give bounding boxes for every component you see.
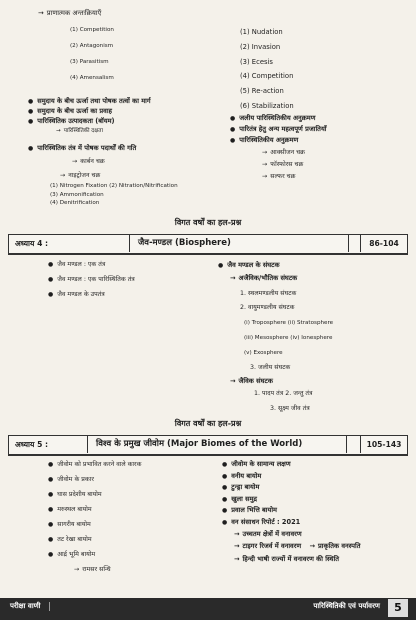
- interaction-item: (2) Antagonism: [70, 43, 114, 49]
- list-item: ● टुन्ड्रा बायोम: [222, 483, 300, 495]
- list-item: (5) Re-action: [240, 87, 284, 96]
- chapter-title: विश्व के प्रमुख जीवोम (Major Biomes of the World): [87, 435, 347, 453]
- interaction-item: (3) Parasitism: [70, 59, 109, 65]
- ramsar-sub: → रामसर सन्धि: [74, 566, 111, 574]
- list-item: ● पारिस्थितिकीय अनुक्रमण: [230, 136, 326, 147]
- list-item: (1) Nitrogen Fixation (2) Nitration/Nitrification: [50, 183, 178, 189]
- biotic-item: 1. पादप तंत्र 2. जन्तु तंत्र: [254, 390, 313, 397]
- forest-sub-row: [234, 542, 360, 551]
- forest-sub: → उच्चतम क्षेत्रों में वनावरण: [234, 530, 302, 539]
- forest-sub: → प्राकृतिक वनस्पति: [309, 542, 360, 550]
- list-item: ● जीवोम के प्रकार: [48, 476, 141, 491]
- chapter-label: अध्याय 4 :: [15, 239, 49, 248]
- list-item: ● वनीय बायोम: [222, 472, 300, 484]
- list-item: ● पारिस्थितिक उत्पादकता (बॉयम): [28, 117, 151, 127]
- list-item: ● आर्द्र भूमि बायोम: [48, 551, 141, 566]
- biotic-item: 3. सूक्ष्म जीव तंत्र: [270, 405, 310, 412]
- chapter-pages: 105-143: [360, 435, 407, 453]
- list-item: ● जीवोम को प्रभावित करने वाले कारक: [48, 461, 141, 476]
- biosphere-components: ● जैव मण्डल के संघटक: [218, 261, 280, 271]
- list-item: → फॉस्फोरस चक्र: [262, 161, 305, 173]
- list-item: (3) Ecesis: [240, 57, 273, 66]
- list-item: ● खुला समुद्र: [222, 495, 300, 507]
- interaction-item: (1) Competition: [70, 27, 114, 33]
- list-item: (4) Competition: [240, 72, 294, 81]
- chapter-label: अध्याय 5 :: [15, 440, 49, 449]
- list-item: ● जैव मण्डल : एक तंत्र: [48, 261, 135, 276]
- list-item: (3) Ammonification: [50, 191, 104, 198]
- section-heading: विगत वर्षों का हल-प्रश्न: [174, 419, 242, 428]
- list-item: ● घास प्रदेशीय बायोम: [48, 491, 141, 506]
- list-item: ● पारितंत्र हेतु अन्य महत्वपूर्ण प्रजातियाँ: [230, 125, 326, 136]
- interaction-types-header: → प्राणात्मक अन्तःक्रियाएँ: [38, 9, 101, 18]
- page-number: 5: [388, 599, 408, 617]
- abiotic-components: → अजैविक/भौतिक संघटक: [230, 274, 297, 283]
- element-cycles: [262, 149, 305, 185]
- list-item: ● तट रेखा बायोम: [48, 536, 141, 551]
- list-item: (4) Denitrification: [50, 200, 100, 206]
- list-item: (2) Invasion: [240, 42, 281, 51]
- page-footer: [0, 598, 416, 620]
- publisher-name: परीक्षा वाणी: [10, 602, 50, 611]
- top-right-bullets: [230, 114, 326, 147]
- chapter-5-bar: [8, 435, 408, 456]
- book-title: पारिस्थितिकी एवं पर्यावरण: [313, 602, 380, 610]
- carbon-cycle: → कार्बन चक्र: [72, 158, 105, 166]
- list-item: ● वन संसाधन रिपोर्ट : 2021: [222, 518, 300, 530]
- list-item: ● सागरीय बायोम: [48, 521, 141, 536]
- chapter-title: जैव-मण्डल (Biosphere): [129, 234, 349, 252]
- hydrosphere: 3. जलीय संघटक: [250, 364, 291, 371]
- list-item: (iii) Mesosphere (iv) Ionesphere: [244, 335, 333, 341]
- atmosphere: 2. वायुमण्डलीय संघटक: [240, 304, 295, 311]
- list-item: (i) Troposphere (ii) Stratosphere: [244, 320, 334, 326]
- list-item: ● समुदाय के बीच ऊर्जा तथा पोषक तत्वों का मार्ग: [28, 97, 151, 107]
- chapter-4-bar: [8, 234, 408, 255]
- interaction-list: [70, 27, 114, 91]
- nutrient-bullet: ● पारिस्थितिक तंत्र में पोषक पदार्थों की गति: [28, 144, 136, 154]
- nitrogen-list: [50, 183, 178, 209]
- succession-stages: [240, 28, 294, 117]
- atmosphere-layers: [244, 320, 333, 365]
- section-heading: विगत वर्षों का हल-प्रश्न: [174, 218, 242, 227]
- chapter-pages: 86-104: [360, 234, 407, 252]
- list-item: → आक्सीजन चक्र: [262, 149, 305, 161]
- lithosphere: 1. स्थलमण्डलीय संघटक: [240, 290, 297, 297]
- list-item: ● प्रवाल भित्ति बायोम: [222, 506, 300, 518]
- biotic-components: → जैविक संघटक: [230, 377, 273, 386]
- nitrogen-cycle: → नाइट्रोजन चक्र: [60, 172, 100, 180]
- chapter4-left-bullets: [48, 261, 135, 306]
- top-left-bullets: [28, 97, 151, 127]
- list-item: ● मरुस्थल बायोम: [48, 506, 141, 521]
- list-item: (6) Stabilization: [240, 101, 294, 110]
- list-item: (1) Nudation: [240, 28, 283, 36]
- list-item: ● जैव मण्डल के उपतंत्र: [48, 291, 135, 306]
- chapter5-left-bullets: [48, 461, 141, 566]
- list-item: (v) Exosphere: [244, 350, 283, 356]
- list-item: ● जैव मण्डल : एक पारिस्थितिक तंत्र: [48, 276, 135, 291]
- list-item: → सल्फर चक्र: [262, 173, 305, 185]
- forest-sub: → हिन्दी भाषी राज्यों में वनावरण की स्थिति: [234, 555, 339, 564]
- chapter5-right-bullets: [222, 460, 300, 529]
- list-item: ● जलीय पारिस्थितिकीय अनुक्रमण: [230, 114, 326, 125]
- list-item: ● जीवोम के सामान्य लक्षण: [222, 460, 300, 472]
- efficiency-sub: → पारिस्थितिकी दक्षता: [56, 128, 103, 135]
- list-item: ● समुदाय के बीच ऊर्जा का प्रवाह: [28, 107, 151, 117]
- interaction-item: (4) Amensalism: [70, 75, 114, 81]
- forest-sub: → टाइगर रिजर्व में वनावरण: [234, 542, 301, 550]
